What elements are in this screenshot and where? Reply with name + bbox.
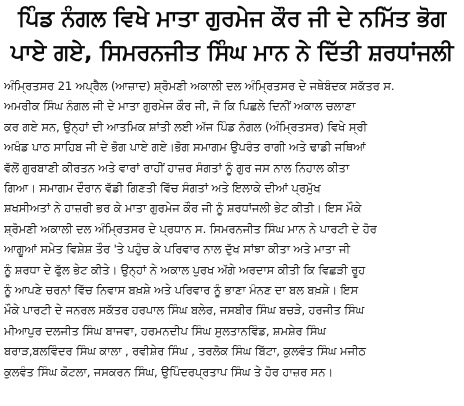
headline-line-2: ਪਾਏ ਗਏ, ਸਿਮਰਨਜੀਤ ਸਿੰਘ ਮਾਨ ਨੇ ਦਿੱਤੀ ਸ਼ਰਧਾਂਜਲੀ [10,40,454,66]
headline [0,0,464,70]
body-line-14: ਬਰਾੜ,ਬਲਵਿੰਦਰ ਸਿੰਘ ਕਾਲਾ , ਰਵੀਸ਼ੇਰ ਸਿੰਘ , ਤਰਲੋਕ ਸਿੰਘ ਬਿੱਟਾ, ਕੁਲਵੰਤ ਸਿੰਘ ਮਜੀਠ [4,344,366,359]
body-line-2: ਅਮਰੀਕ ਸਿੰਘ ਨੰਗਲ ਜੀ ਦੇ ਮਾਤਾ ਗੁਰਮੇਜ ਕੌਰ ਜੀ, ਜੋ ਕਿ ਪਿਛਲੇ ਦਿਨੀਂ ਅਕਾਲ ਚਲਾਣਾ [4,99,356,114]
body-line-5: ਵੱਲੋਂ ਗੁਰਬਾਣੀ ਕੀਰਤਨ ਅਤੇ ਵਾਰਾਂ ਰਾਹੀਂ ਹਾਜ਼ਰ ਸੰਗਤਾਂ ਨੂੰ ਗੁਰ ਜਸ ਨਾਲ ਨਿਹਾਲ ਕੀਤਾ [4,160,350,175]
body-line-15: ਕੁਲਵੰਤ ਸਿੰਘ ਕੋਟਲਾ, ਜਸਕਰਨ ਸਿੰਘ, ਉਪਿੰਦਰਪ੍ਰਤਾਪ ਸਿੰਘ ਤੇ ਹੋਰ ਹਾਜ਼ਰ ਸਨ। [4,364,333,379]
body-line-13: ਮੀਆਪੁਰ ਦਲਜੀਤ ਸਿੰਘ ਬਾਜਵਾ, ਹਰਮਨਦੀਪ ਸਿੰਘ ਸੁਲਤਾਨਵਿੰਡ, ਸ਼ਮਸ਼ੇਰ ਸਿੰਘ [4,323,326,338]
body-line-10: ਨੂੰ ਸ਼ਰਧਾ ਦੇ ਫੁੱਲ ਭੇਟ ਕੀਤੇ। ਉਨ੍ਹਾਂ ਨੇ ਅਕਾਲ ਪੁਰਖ ਅੱਗੇ ਅਰਦਾਸ ਕੀਤੀ ਕਿ ਵਿਛੜੀ ਰੂਹ [4,262,366,277]
body-line-6: ਗਿਆ। ਸਮਾਗਮ ਦੌਰਾਨ ਵੱਡੀ ਗਿਣਤੀ ਵਿੱਚ ਸੰਗਤਾਂ ਅਤੇ ਇਲਾਕੇ ਦੀਆਂ ਪ੍ਰਮੁੱਖ [4,181,321,196]
body-line-8: ਸ਼੍ਰੋਮਣੀ ਅਕਾਲੀ ਦਲ ਅੰਮ੍ਰਿਤਸਰ ਦੇ ਪ੍ਰਧਾਨ ਸ. ਸਿਮਰਨਜੀਤ ਸਿੰਘ ਮਾਨ ਨੇ ਪਾਰਟੀ ਦੇ ਹੋਰ [4,221,377,236]
body-line-11: ਨੂੰ ਆਪਣੇ ਚਰਨਾਂ ਵਿੱਚ ਨਿਵਾਸ ਬਖ਼ਸ਼ੇ ਅਤੇ ਪਰਿਵਾਰ ਨੂੰ ਭਾਣਾ ਮੰਨਣ ਦਾ ਬਲ ਬਖ਼ਸ਼ੇ। ਇਸ [4,283,359,298]
body-line-7: ਸ਼ਖਸੀਅਤਾਂ ਨੇ ਹਾਜ਼ਰੀ ਭਰ ਕੇ ਮਾਤਾ ਗੁਰਮੇਜ ਕੌਰ ਜੀ ਨੂੰ ਸ਼ਰਧਾਂਜਲੀ ਭੇਟ ਕੀਤੀ। ਇਸ ਮੌਕੇ [4,201,362,216]
body-line-3: ਕਰ ਗਏ ਸਨ, ਉਨ੍ਹਾਂ ਦੀ ਆਤਮਿਕ ਸ਼ਾਂਤੀ ਲਈ ਅੱਜ ਪਿੰਡ ਨੰਗਲ (ਅੰਮ੍ਰਿਤਸਰ) ਵਿਖੇ ਸ੍ਰੀ [4,119,368,134]
body-line-4: ਅਖੰਡ ਪਾਠ ਸਾਹਿਬ ਜੀ ਦੇ ਭੋਗ ਪਾਏ ਗਏ।ਭੋਗ ਸਮਾਗਮ ਉਪਰੰਤ ਰਾਗੀ ਅਤੇ ਢਾਡੀ ਜਥਿਆਂ [4,140,366,155]
body-line-9: ਆਗੂਆਂ ਸਮੇਤ ਵਿਸ਼ੇਸ਼ ਤੌਰ 'ਤੇ ਪਹੁੰਚ ਕੇ ਪਰਿਵਾਰ ਨਾਲ ਦੁੱਖ ਸਾਂਝਾ ਕੀਤਾ ਅਤੇ ਮਾਤਾ ਜੀ [4,242,350,257]
article-body [4,76,460,382]
body-line-1: ਅੰਮ੍ਰਿਤਸਰ 21 ਅਪ੍ਰੈਲ (ਆਜ਼ਾਦ) ਸ਼੍ਰੋਮਣੀ ਅਕਾਲੀ ਦਲ ਅੰਮ੍ਰਿਤਸਰ ਦੇ ਜਥੇਬੰਦਕ ਸਕੱਤਰ ਸ. [4,79,395,93]
body-line-12: ਮੌਕੇ ਪਾਰਟੀ ਦੇ ਜਨਰਲ ਸਕੱਤਰ ਹਰਪਾਲ ਸਿੰਘ ਬਲੇਰ, ਜਸਬੀਰ ਸਿੰਘ ਬਚੜੇ, ਹਰਜੀਤ ਸਿੰਘ [4,303,365,318]
headline-line-1: ਪਿੰਡ ਨੰਗਲ ਵਿਖੇ ਮਾਤਾ ਗੁਰਮੇਜ ਕੌਰ ਜੀ ਦੇ ਨਮਿੱਤ ਭੋਗ [17,6,446,32]
